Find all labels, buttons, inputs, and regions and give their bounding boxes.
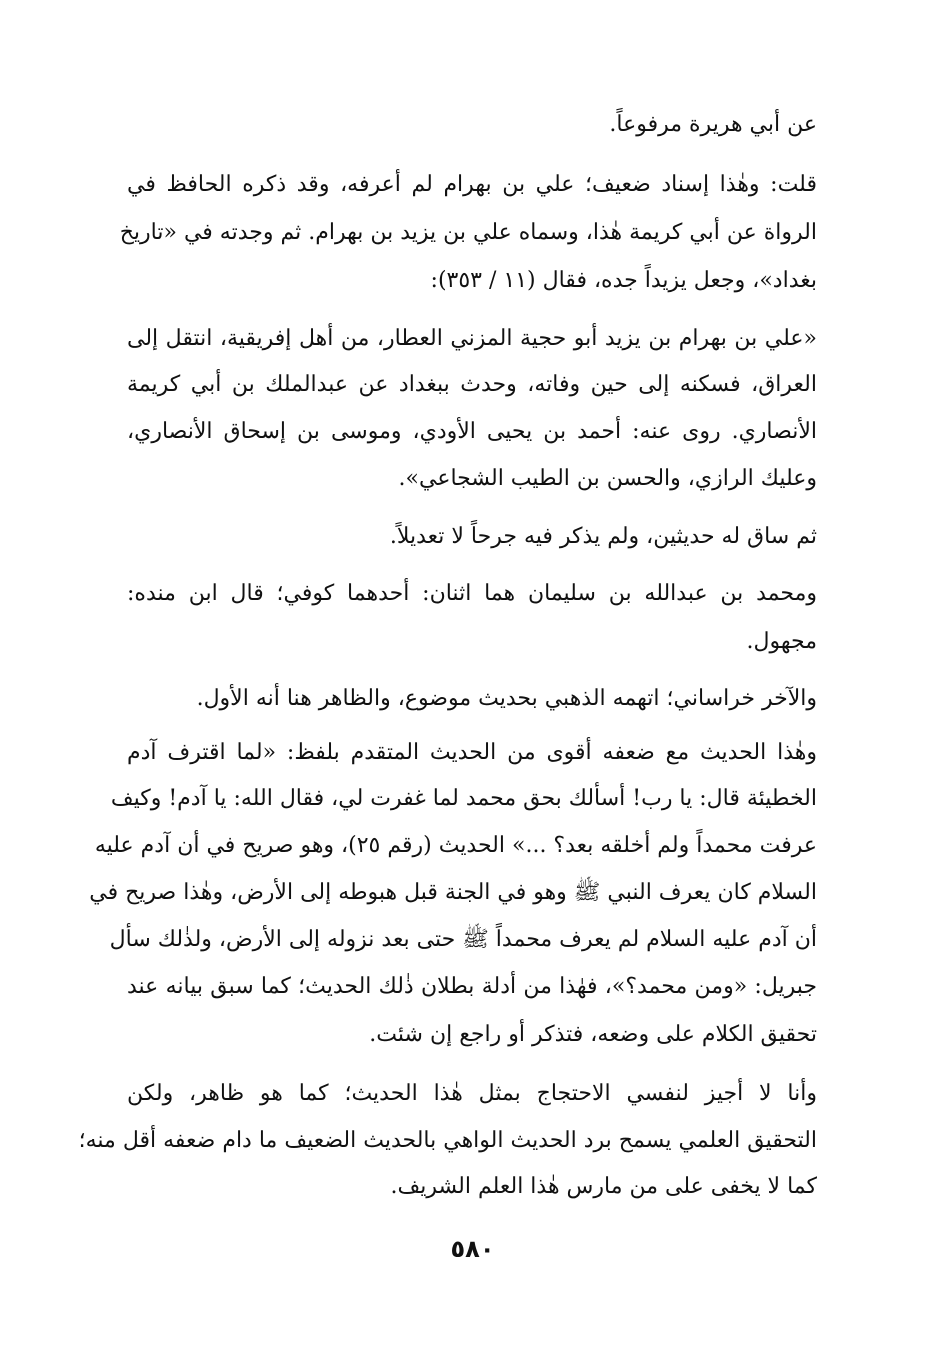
text-line: ومحمد بن عبدالله بن سليمان هما اثنان: أحدهما كوفي؛ قال ابن منده: — [127, 581, 817, 606]
text-line: عرفت محمداً ولم أخلقه بعد؟ ...» الحديث (رقم ٢٥)، وهو صريح في أن آدم عليه — [94, 833, 817, 858]
text-line: «علي بن بهرام بن يزيد أبو حجية المزني العطار، من أهل إفريقية، انتقل إلى — [127, 326, 817, 351]
text-line: وعليك الرازي، والحسن بن الطيب الشجاعي». — [398, 466, 817, 491]
text-line: جبريل: «ومن محمد؟»، فهٰذا من أدلة بطلان ذٰلك الحديث؛ كما سبق بيانه عند — [127, 974, 817, 999]
text-line: الأنصاري. روى عنه: أحمد بن يحيى الأودي، وموسى بن إسحاق الأنصاري، — [127, 419, 817, 444]
text-line: تحقيق الكلام على وضعه، فتذكر أو راجع إن شئت. — [369, 1022, 817, 1047]
text-line: مجهول. — [746, 629, 817, 654]
text-line: السلام كان يعرف النبي ﷺ وهو في الجنة قبل هبوطه إلى الأرض، وهٰذا صريح في — [89, 880, 817, 905]
text-line: الرواة عن أبي كريمة هٰذا، وسماه علي بن يزيد بن بهرام. ثم وجدته في «تاريخ — [119, 220, 817, 245]
text-line: التحقيق العلمي يسمح برد الحديث الواهي بالحديث الضعيف ما دام ضعفه أقل منه؛ — [78, 1128, 817, 1153]
text-line: العراق، فسكنه إلى حين وفاته، وحدث ببغداد عن عبدالملك بن أبي كريمة — [127, 372, 817, 397]
text-line: الخطيئة قال: يا رب! أسألك بحق محمد لما غفرت لي، فقال الله: يا آدم! وكيف — [110, 786, 817, 811]
text-line: وأنا لا أجيز لنفسي الاحتجاج بمثل هٰذا الحديث؛ كما هو ظاهر، ولكن — [127, 1081, 817, 1106]
text-line: ثم ساق له حديثين، ولم يذكر فيه جرحاً لا تعديلاً. — [389, 524, 817, 549]
text-line: والآخر خراساني؛ اتهمه الذهبي بحديث موضوع، والظاهر هنا أنه الأول. — [196, 686, 817, 711]
text-line: عن أبي هريرة مرفوعاً. — [609, 112, 817, 137]
text-line: كما لا يخفى على من مارس هٰذا العلم الشريف. — [390, 1174, 817, 1199]
text-line: أن آدم عليه السلام لم يعرف محمداً ﷺ حتى بعد نزوله إلى الأرض، ولذٰلك سأل — [109, 927, 817, 952]
page-number: ٥٨٠ — [450, 1235, 495, 1263]
text-line: وهٰذا الحديث مع ضعفه أقوى من الحديث المتقدم بلفظ: «لما اقترف آدم — [127, 740, 817, 765]
text-line: بغداد»، وجعل يزيداً جده، فقال (١١ / ٣٥٣): — [430, 268, 817, 293]
text-line: قلت: وهٰذا إسناد ضعيف؛ علي بن بهرام لم أعرفه، وقد ذكره الحافظ في — [127, 172, 817, 197]
